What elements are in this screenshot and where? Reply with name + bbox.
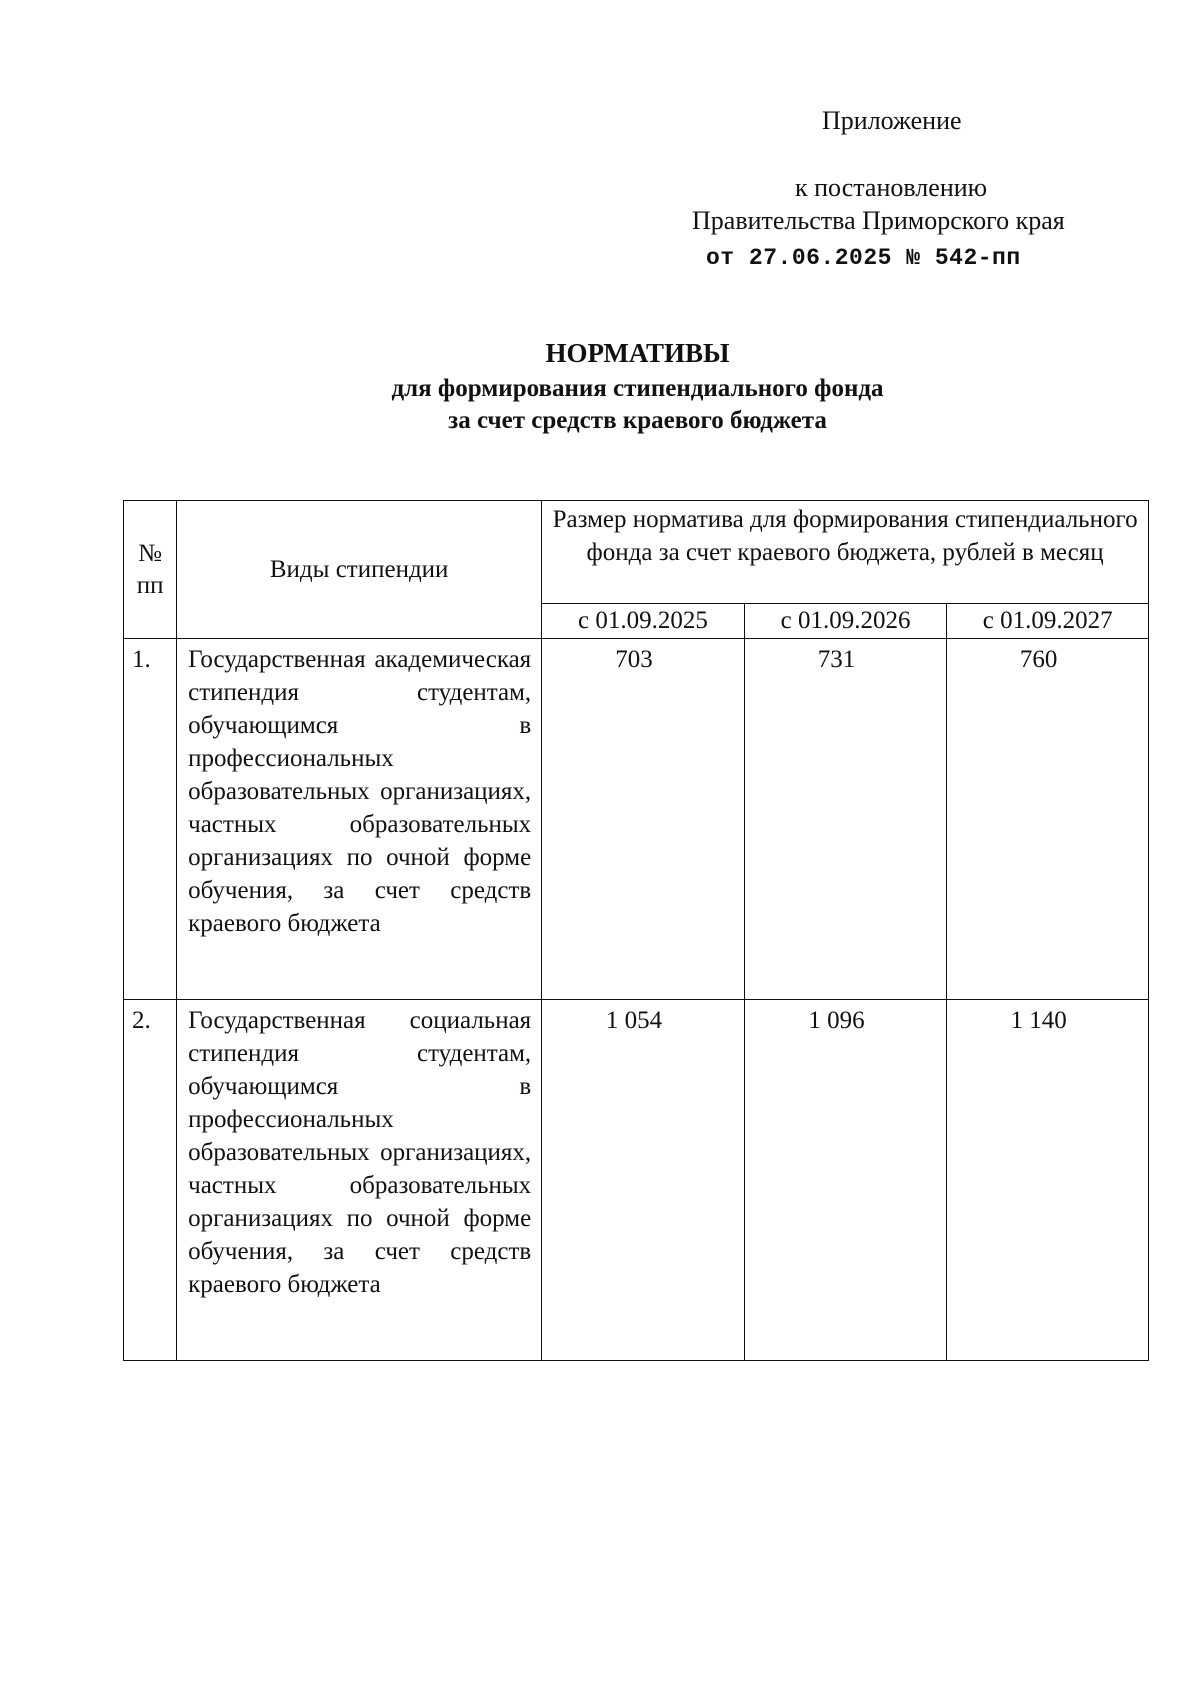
- header-date: с 01.09.2025: [542, 604, 745, 639]
- row-number: 1.: [124, 639, 177, 1000]
- row-value: 1 054: [542, 1000, 745, 1361]
- document-subtitle-line1: для формирования стипендиального фонда: [391, 375, 884, 402]
- row-value: 731: [744, 639, 947, 1000]
- resolution-stamp: от 27.06.2025 № 542-пп: [706, 245, 1021, 271]
- header-date: с 01.09.2026: [744, 604, 947, 639]
- table-header-row: [124, 501, 1149, 604]
- table-row: [124, 639, 1149, 1000]
- row-kind: Государственная социальная стипендия студентам, обучающимся в профессиональных образовательных организациях, частных образовательных организациях по очной форме обучения, за счет средств краевого бюджета: [177, 1000, 542, 1361]
- appendix-to-resolution: к постановлению: [795, 173, 988, 202]
- header-num: № пп: [124, 501, 177, 639]
- row-kind: Государственная академическая стипендия студентам, обучающимся в профессиональных образовательных организациях, частных образовательных организациях по очной форме обучения, за счет средств краевого бюджета: [177, 639, 542, 1000]
- document-title: НОРМАТИВЫ: [545, 338, 730, 368]
- header-kind: Виды стипендии: [177, 501, 542, 639]
- row-value: 1 096: [744, 1000, 947, 1361]
- norms-table: [123, 500, 1149, 1361]
- table-row: [124, 1000, 1149, 1361]
- row-number: 2.: [124, 1000, 177, 1361]
- row-value: 1 140: [947, 1000, 1149, 1361]
- header-date: с 01.09.2027: [947, 604, 1149, 639]
- document-subtitle-line2: за счет средств краевого бюджета: [448, 407, 827, 434]
- row-value: 760: [947, 639, 1149, 1000]
- appendix-title: Приложение: [822, 106, 962, 135]
- appendix-government: Правительства Приморского края: [692, 206, 1065, 235]
- header-size: Размер норматива для формирования стипендиального фонда за счет краевого бюджета, рублей в месяц: [542, 501, 1149, 604]
- row-value: 703: [542, 639, 745, 1000]
